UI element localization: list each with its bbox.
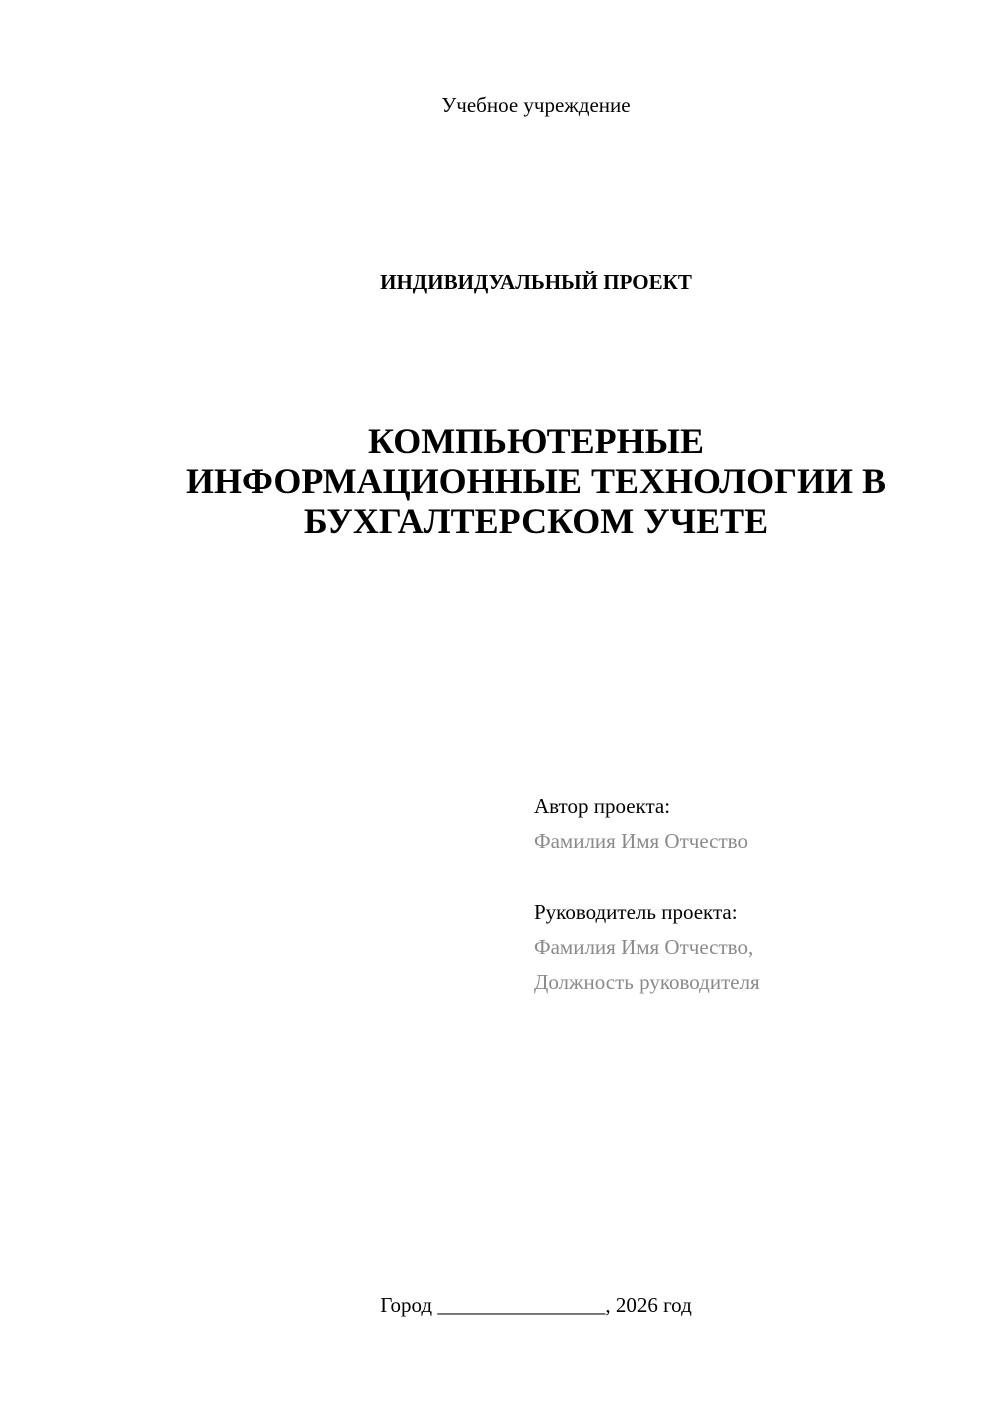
supervisor-name: Фамилия Имя Отчество, [534,935,754,959]
supervisor-label: Руководитель проекта: [534,900,738,924]
credits-block [534,789,974,1000]
spacer [534,859,974,895]
supervisor-position: Должность руководителя [534,970,760,994]
project-title [150,421,922,541]
author-name: Фамилия Имя Отчество [534,829,748,853]
project-title-line: ИНФОРМАЦИОННЫЕ ТЕХНОЛОГИИ В [186,461,886,501]
author-label: Автор проекта: [534,794,671,818]
project-type: ИНДИВИДУАЛЬНЫЙ ПРОЕКТ [380,270,692,294]
project-title-line: КОМПЬЮТЕРНЫЕ [367,421,704,461]
project-title-line: БУХГАЛТЕРСКОМ УЧЕТЕ [303,501,769,541]
city-year: Город ________________, 2026 год [380,1293,692,1317]
institution-name: Учебное учреждение [441,93,631,117]
